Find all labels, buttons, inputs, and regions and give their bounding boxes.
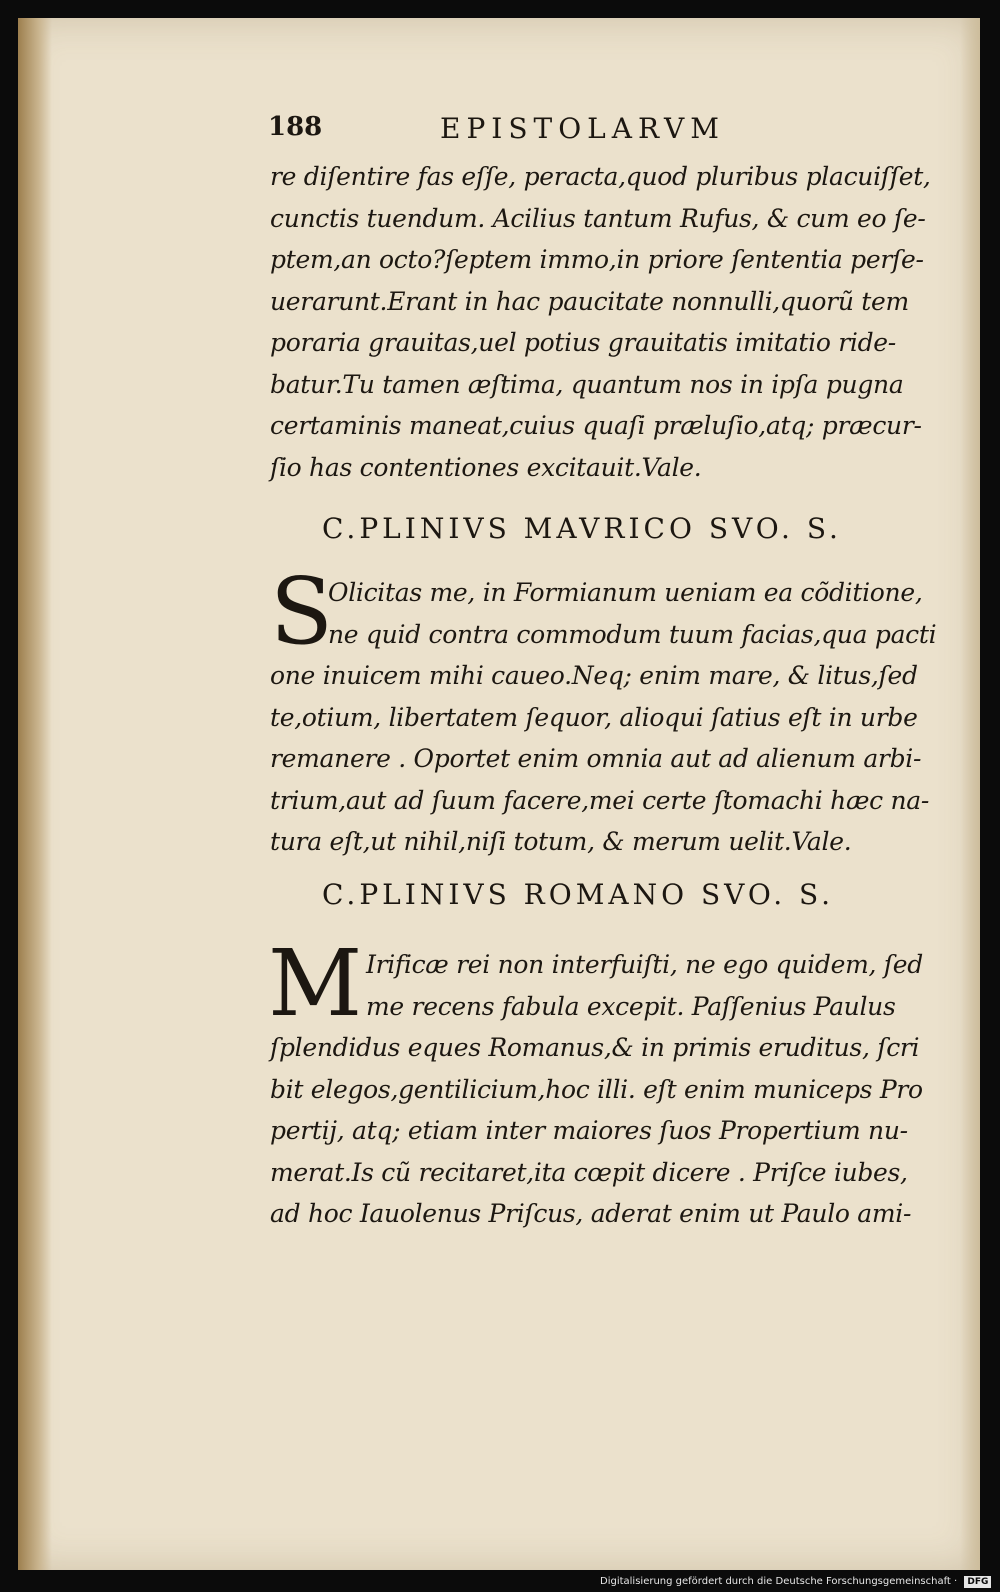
text-line: remanere . Oportet enim omnia aut ad alienum arbi- <box>270 744 922 773</box>
text-line: pertij, atq; etiam inter maiores ſuos Propertium nu- <box>270 1116 908 1145</box>
text-line: me recens fabula excepit. Paſſenius Paulus <box>366 991 896 1021</box>
drop-cap-s: S <box>270 558 334 665</box>
dfg-logo-icon: DFG <box>964 1576 991 1588</box>
text-line: Irificæ rei non interfuiſti, ne ego quidem, ſed <box>366 950 923 979</box>
continued-letter-text <box>270 156 931 488</box>
page-number: 188 <box>268 112 323 142</box>
text-line: tura eſt,ut nihil,niſi totum, & merum uelit.Vale. <box>270 827 852 856</box>
text-line: poraria grauitas,uel potius grauitatis imitatio ride- <box>270 328 896 357</box>
text-line: bit elegos,gentilicium,hoc illi. eſt enim municeps Pro <box>270 1074 923 1104</box>
text-line: te,otium, libertatem ſequor, alioqui ſatius eſt in urbe <box>270 702 918 732</box>
letter-heading-mauricus: C.PLINIVS MAVRICO SVO. S. <box>322 512 842 545</box>
text-line: ſio has contentiones excitauit.Vale. <box>270 452 702 482</box>
letter-heading-romanus: C.PLINIVS ROMANO SVO. S. <box>322 878 835 911</box>
text-line: one inuicem mihi caueo.Neq; enim mare, & litus,ſed <box>270 661 918 690</box>
text-line: re diſentire fas eſſe, peracta,quod pluribus placuiſſet, <box>270 162 931 191</box>
letter-mauricus-text <box>270 572 937 863</box>
page-fore-edge <box>960 18 980 1570</box>
text-line: batur.Tu tamen æſtima, quantum nos in ipſa pugna <box>270 369 904 399</box>
text-line: cunctis tuendum. Acilius tantum Rufus, & cum eo ſe- <box>270 203 926 233</box>
page-header <box>268 112 928 152</box>
digitization-credit <box>600 1574 996 1590</box>
text-line: ſplendidus eques Romanus,& in primis eruditus, ſcri <box>270 1033 920 1062</box>
running-head: EPISTOLARVM <box>440 112 725 145</box>
text-line: merat.Is cũ recitaret,ita cœpit dicere . Priſce iubes, <box>270 1157 908 1187</box>
text-line: uerarunt.Erant in hac paucitate nonnulli,quorũ tem <box>270 286 909 316</box>
letter-romanus-text <box>270 944 923 1235</box>
text-line: trium,aut ad ſuum facere,mei certe ſtomachi hæc na- <box>270 785 930 815</box>
text-line: ne quid contra commodum tuum facias,qua pacti <box>328 619 937 649</box>
drop-cap-m: M <box>268 930 363 1037</box>
credit-text: Digitalisierung gefördert durch die Deutsche Forschungsgemeinschaft · <box>600 1576 958 1587</box>
page-spine-shadow <box>18 18 52 1570</box>
text-line: Olicitas me, in Formianum ueniam ea cõditione, <box>328 578 923 607</box>
text-line: ptem,an octo?ſeptem immo,in priore ſententia perſe- <box>270 245 924 274</box>
text-line: certaminis maneat,cuius quaſi præluſio,atq; præcur- <box>270 411 922 440</box>
text-line: ad hoc Iauolenus Priſcus, aderat enim ut Paulo ami- <box>270 1199 912 1228</box>
